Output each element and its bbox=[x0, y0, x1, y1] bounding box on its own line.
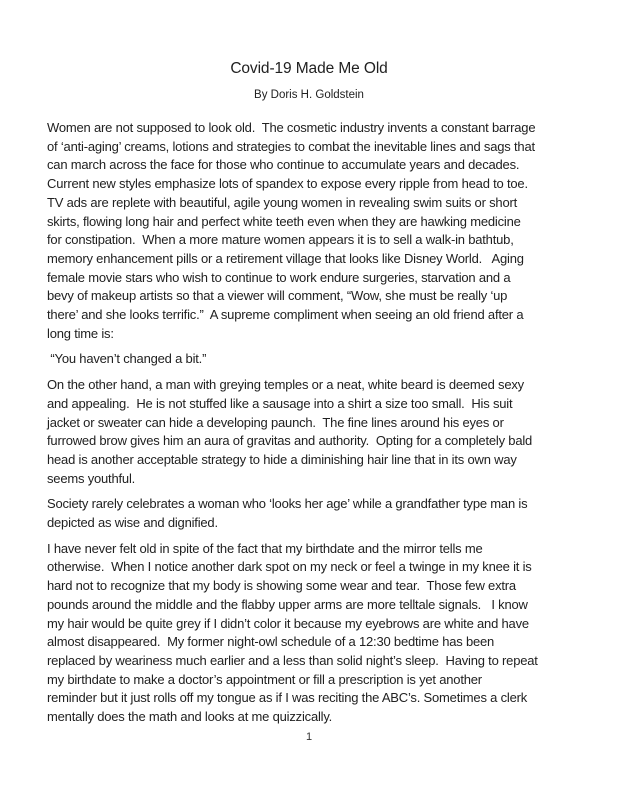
text-line: my hair would be quite grey if I didn’t color it because my eyebrows are white and have bbox=[47, 615, 529, 631]
text-line: almost disappeared. My former night-owl schedule of a 12:30 bedtime has been bbox=[47, 634, 495, 650]
text-line: I have never felt old in spite of the fact that my birthdate and the mirror tells me bbox=[47, 540, 483, 556]
text-line: can march across the face for those who continue to accumulate years and decades. bbox=[47, 157, 520, 173]
paragraph-society bbox=[47, 495, 571, 532]
text-line: there’ and she looks terrific.” A supreme compliment when seeing an old friend after a bbox=[47, 307, 524, 323]
byline: By Doris H. Goldstein bbox=[254, 89, 364, 101]
page-title: Covid-19 Made Me Old bbox=[230, 60, 388, 77]
text-line: for constipation. When a more mature women appears it is to sell a walk-in bathtub, bbox=[47, 232, 514, 248]
text-line: depicted as wise and dignified. bbox=[47, 515, 218, 531]
text-line: TV ads are replete with beautiful, agile young women in revealing swim suits or short bbox=[47, 194, 518, 210]
text-line: seems youthful. bbox=[47, 470, 136, 486]
paragraphs bbox=[47, 119, 571, 727]
text-line: On the other hand, a man with greying temples or a neat, white beard is deemed sexy bbox=[47, 377, 524, 393]
text-line: pounds around the middle and the flabby upper arms are more telltale signals. I know bbox=[47, 596, 528, 612]
page-number: 1 bbox=[305, 731, 313, 743]
text-line: skirts, flowing long hair and perfect white teeth even when they are hawking medicine bbox=[47, 213, 521, 229]
text-line: and appealing. He is not stuffed like a sausage into a shirt a size too small. His suit bbox=[47, 395, 513, 411]
text-line: Society rarely celebrates a woman who ‘looks her age’ while a grandfather type man is bbox=[47, 496, 528, 512]
text-line: reminder but it just rolls off my tongue as if I was reciting the ABC’s. Sometimes a clerk bbox=[47, 690, 528, 706]
text-line: my birthdate to make a doctor’s appointment or fill a prescription is yet another bbox=[47, 671, 482, 687]
paragraph-men bbox=[47, 376, 571, 488]
text-line: furrowed brow gives him an aura of gravitas and authority. Opting for a completely bald bbox=[47, 433, 533, 449]
text-line: hard not to recognize that my body is showing some wear and tear. Those few extra bbox=[47, 578, 516, 594]
paragraph-self-reflection bbox=[47, 540, 571, 727]
text-line: bevy of makeup artists so that a viewer will comment, “Wow, she must be really ‘up bbox=[47, 288, 508, 304]
text-line: of ‘anti-aging’ creams, lotions and strategies to combat the inevitable lines and sags that bbox=[47, 138, 535, 154]
text-line: otherwise. When I notice another dark spot on my neck or feel a twinge in my knee it is bbox=[47, 559, 532, 575]
text-line: memory enhancement pills or a retirement village that looks like Disney World. Aging bbox=[47, 250, 524, 266]
text-line: long time is: bbox=[47, 325, 114, 341]
text-line: “You haven’t changed a bit.” bbox=[47, 351, 207, 367]
paragraph-intro bbox=[47, 119, 571, 343]
document-content bbox=[47, 0, 571, 727]
text-line: Women are not supposed to look old. The cosmetic industry invents a constant barrage bbox=[47, 120, 536, 135]
text-line: mentally does the math and looks at me quizzically. bbox=[47, 709, 333, 725]
text-line: jacket or sweater can hide a developing paunch. The fine lines around his eyes or bbox=[47, 414, 504, 430]
text-line: Current new styles emphasize lots of spandex to expose every ripple from head to toe. bbox=[47, 176, 528, 192]
text-line: replaced by weariness much earlier and a less than solid night’s sleep. Having to repeat bbox=[47, 652, 538, 668]
paragraph-quote bbox=[47, 350, 571, 369]
text-line: female movie stars who wish to continue to work endure surgeries, starvation and a bbox=[47, 269, 511, 285]
text-line: head is another acceptable strategy to hide a diminishing hair line that in its own way bbox=[47, 451, 517, 467]
